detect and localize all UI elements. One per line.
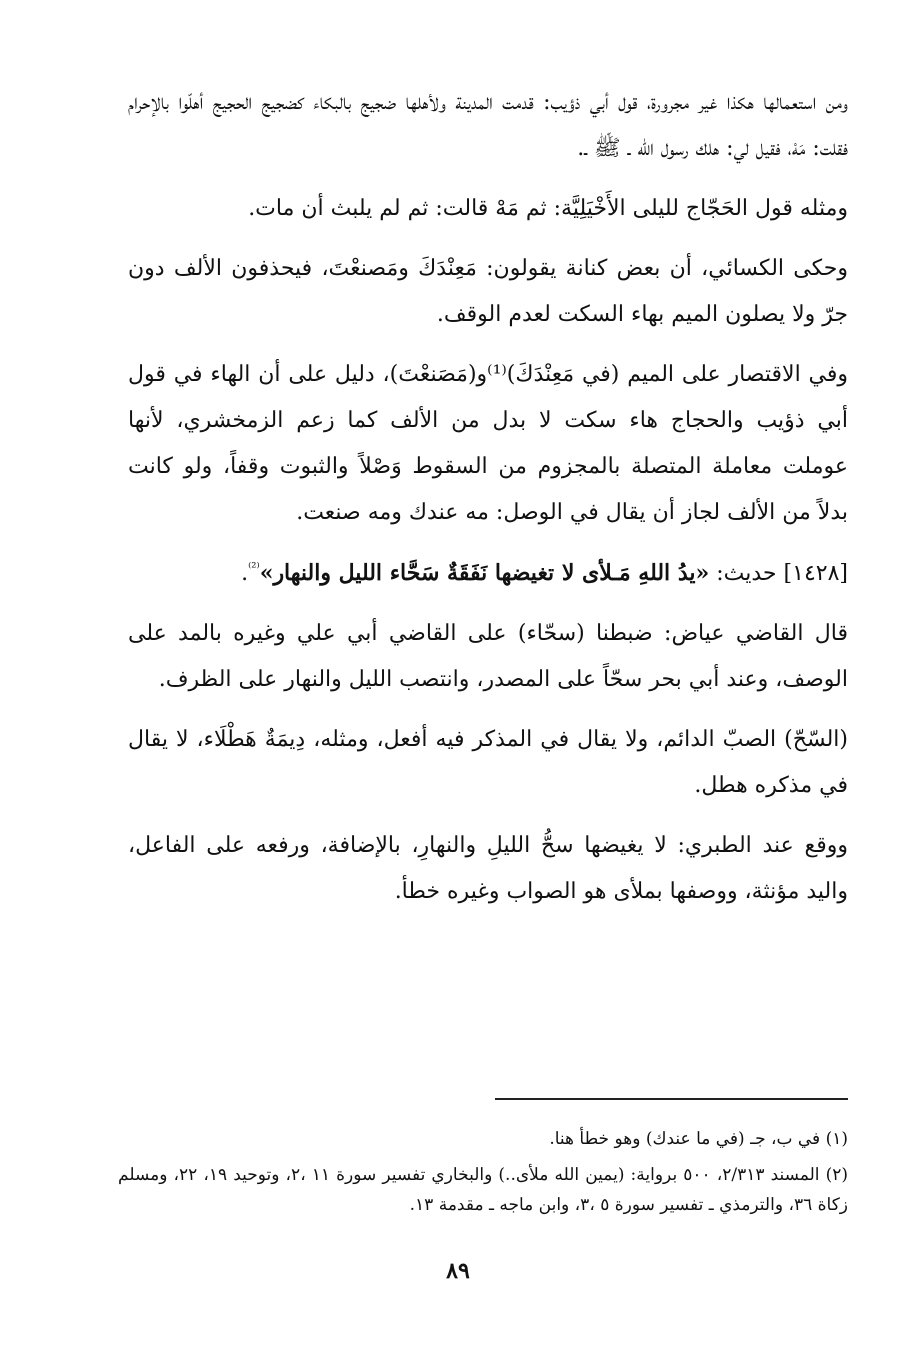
- paragraph-sahh: (السّحّ) الصبّ الدائم، ولا يقال في المذكر فيه أفعل، ومثله، دِيمَةٌ هَطْلَاء، لا يقال في مذكره هطل.: [128, 727, 848, 798]
- footnotes: [118, 1124, 848, 1226]
- hadith-label: حديث:: [716, 561, 777, 586]
- hadith-end: .: [241, 561, 249, 586]
- hadith-text: «يدُ اللهِ مَـلأى لا تغيضها نَفَقَةٌ سَحَّاء الليل والنهار»: [259, 560, 710, 586]
- page-number: ٨٩: [446, 1258, 470, 1284]
- paragraph-qadi-iyad: قال القاضي عياض: ضبطنا (سحّاء) على القاضي أبي علي وغيره بالمد على الوصف، وعند أبي بحر سحّاً على المصدر، وانتصب الليل والنهار على الظرف.: [128, 621, 848, 692]
- footnote-divider: [495, 1098, 848, 1100]
- footnote-2: (٢) المسند ٢/٣١٣، ٥٠٠ برواية: (يمين الله ملأى..) والبخاري تفسير سورة ١١ ،٢، وتوحيد ١٩، ٢٢، ومسلم زكاة ٣٦، والترمذي ـ تفسير سورة ٥ ،٣، وابن ماجه ـ مقدمة ١٣.: [118, 1165, 849, 1215]
- hadith-number: [١٤٢٨]: [783, 561, 848, 586]
- paragraph-tabari: ووقع عند الطبري: لا يغيضها سحُّ الليلِ والنهارِ، بالإضافة، ورفعه على الفاعل، واليد مؤنثة، ووصفها بملأى هو الصواب وغيره خطأ.: [128, 833, 848, 904]
- hadith-heading: [128, 550, 848, 597]
- paragraph-kisai: وحكى الكسائي، أن بعض كنانة يقولون: مَعِنْدَكَ ومَصنعْتَ، فيحذفون الألف دون جرّ ولا يصلون الميم بهاء السكت لعدم الوقف.: [128, 256, 848, 327]
- footnote-1: (١) في ب، جـ (في ما عندك) وهو خطأ هنا.: [549, 1129, 848, 1149]
- paragraph-iqtisar: وفي الاقتصار على الميم (في مَعِنْدَكَ)⁽¹⁾و(مَصَنعْتَ)، دليل على أن الهاء في قول أبي ذؤيب والحجاج هاء سكت لا بدل من الألف كما زعم الزمخشري، لأنها عوملت معاملة المتصلة بالمجزوم من السقوط وَصْلاً والثبوت وقفاً، ولو كانت بدلاً من الألف لجاز أن يقال في الوصل: مه عندك ومه صنعت.: [128, 362, 848, 525]
- paragraph-hajjaj: ومثله قول الحَجّاج لليلى الأَخْيَلِيَّة: ثم مَهْ قالت: ثم لم يلبث أن مات.: [248, 196, 848, 221]
- paragraph-abu-dhuayb: ومن استعمالها هكذا غير مجرورة، قول أبي ذؤيب: قدمت المدينة ولأهلها ضجيج بالبكاء كضجيج الحجيج أهلّوا بالإحرام فقلت: مَهْ، فقيل لي: هلك رسول الله ـ ﷺ ـ.: [128, 90, 848, 161]
- hadith-footnote-ref: ⁽²⁾: [248, 560, 260, 576]
- main-text-body: [128, 80, 848, 929]
